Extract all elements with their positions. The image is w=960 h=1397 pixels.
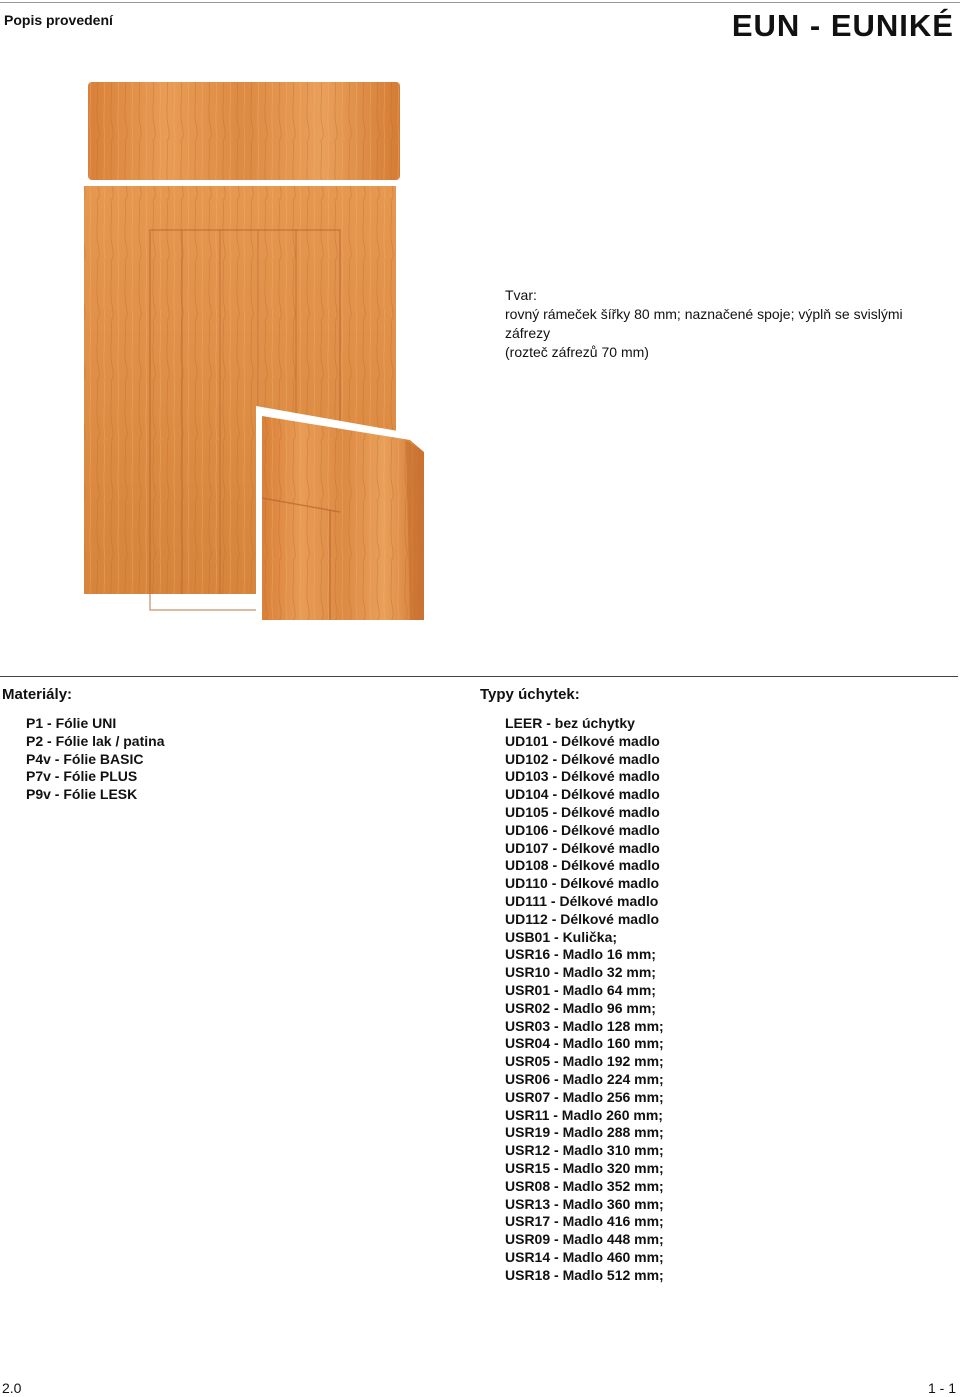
- list-item: P4v - Fólie BASIC: [26, 750, 144, 767]
- shape-description: [505, 286, 945, 362]
- materials-title: Materiály:: [2, 686, 73, 703]
- list-item: UD103 - Délkové madlo: [505, 768, 660, 785]
- list-item: UD102 - Délkové madlo: [505, 750, 660, 767]
- list-item: UD108 - Délkové madlo: [505, 857, 660, 874]
- list-item: USR14 - Madlo 460 mm;: [505, 1248, 664, 1265]
- section-label: Popis provedení: [4, 12, 113, 28]
- list-item: P7v - Fólie PLUS: [26, 768, 138, 785]
- handles-title: Typy úchytek:: [480, 686, 580, 703]
- list-item: USR16 - Madlo 16 mm;: [505, 946, 656, 963]
- list-item: P1 - Fólie UNI: [26, 715, 117, 731]
- list-item: UD107 - Délkové madlo: [505, 839, 660, 856]
- list-item: USR05 - Madlo 192 mm;: [505, 1053, 664, 1070]
- list-item: UD101 - Délkové madlo: [505, 732, 660, 749]
- section-divider: [0, 676, 958, 677]
- list-item: USR01 - Madlo 64 mm;: [505, 981, 656, 998]
- wood-door-front-icon: [80, 80, 430, 625]
- list-item: P9v - Fólie LESK: [26, 786, 138, 803]
- brand-title: EUN - EUNIKÉ: [731, 8, 954, 43]
- list-item: USR12 - Madlo 310 mm;: [505, 1142, 664, 1159]
- footer-page-number: 1 - 1: [927, 1380, 956, 1396]
- list-item: USR15 - Madlo 320 mm;: [505, 1159, 664, 1176]
- shape-title: Tvar:: [505, 287, 537, 303]
- list-item: UD105 - Délkové madlo: [505, 803, 660, 820]
- list-item: UD110 - Délkové madlo: [505, 875, 660, 892]
- list-item: UD104 - Délkové madlo: [505, 786, 660, 803]
- materials-list: [26, 715, 164, 804]
- list-item: USR04 - Madlo 160 mm;: [505, 1035, 664, 1052]
- list-item: USR02 - Madlo 96 mm;: [505, 999, 656, 1016]
- list-item: UD111 - Délkové madlo: [505, 892, 659, 909]
- list-item: LEER - bez úchytky: [505, 715, 635, 731]
- list-item: P2 - Fólie lak / patina: [26, 732, 165, 749]
- handles-list: [505, 715, 664, 1285]
- list-item: USR17 - Madlo 416 mm;: [505, 1213, 664, 1230]
- list-item: UD106 - Délkové madlo: [505, 821, 660, 838]
- list-item: USR19 - Madlo 288 mm;: [505, 1124, 664, 1141]
- header-rule: [0, 2, 960, 3]
- list-item: USR09 - Madlo 448 mm;: [505, 1231, 664, 1248]
- shape-line-2: (rozteč záfrezů 70 mm): [505, 344, 649, 360]
- list-item: USR07 - Madlo 256 mm;: [505, 1088, 664, 1105]
- list-item: USR08 - Madlo 352 mm;: [505, 1177, 664, 1194]
- list-item: USR11 - Madlo 260 mm;: [505, 1106, 663, 1123]
- shape-line-1: rovný rámeček šířky 80 mm; naznačené spoje; výplň se svislými záfrezy: [505, 306, 903, 341]
- list-item: USR06 - Madlo 224 mm;: [505, 1070, 664, 1087]
- list-item: USB01 - Kulička;: [505, 928, 618, 945]
- list-item: USR13 - Madlo 360 mm;: [505, 1195, 664, 1212]
- list-item: UD112 - Délkové madlo: [505, 910, 660, 927]
- footer-version: 2.0: [2, 1380, 22, 1396]
- list-item: USR10 - Madlo 32 mm;: [505, 964, 656, 981]
- list-item: USR18 - Madlo 512 mm;: [505, 1266, 664, 1283]
- list-item: USR03 - Madlo 128 mm;: [505, 1017, 664, 1034]
